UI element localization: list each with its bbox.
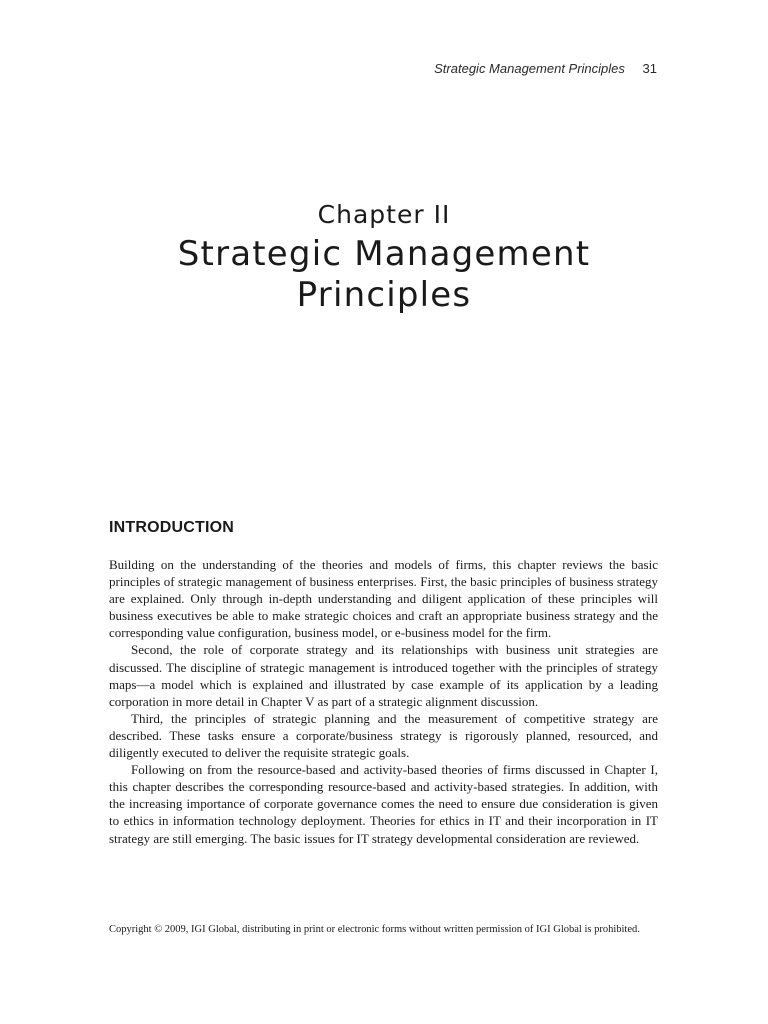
running-head-title: Strategic Management Principles — [434, 61, 625, 76]
paragraph: Building on the understanding of the theories and models of firms, this chapter reviews the basic principles of strategic management of business enterprises. First, the basic principles of business strategy are explained. Only through in-depth understanding and diligent application of these principles will business executives be able to make strategic choices and craft an appropriate business strategy and the corresponding value configuration, business model, or e-business model for the firm. — [109, 557, 658, 641]
running-head — [434, 61, 657, 76]
chapter-label: Chapter II — [317, 200, 451, 229]
chapter-title: Strategic Management Principles — [177, 234, 591, 315]
copyright-notice: Copyright © 2009, IGI Global, distributing in print or electronic forms without written permission of IGI Global is prohibited. — [109, 924, 640, 935]
body-text — [109, 556, 658, 847]
paragraph: Following on from the resource-based and activity-based theories of firms discussed in Chapter I, this chapter describes the corresponding resource-based and activity-based strategies. In addition, with the increasing importance of corporate governance comes the need to ensure due consideration is given to ethics in information technology deployment. Theories for ethics in IT and their incorporation in IT strategy are still emerging. The basic issues for IT strategy developmental consideration are reviewed. — [109, 762, 658, 846]
paragraph: Third, the principles of strategic planning and the measurement of competitive strategy are described. These tasks ensure a corporate/business strategy is rigorously planned, resourced, and diligently executed to deliver the requisite strategic goals. — [109, 710, 658, 761]
section-heading: INTRODUCTION — [109, 519, 235, 536]
chapter-heading — [0, 198, 768, 316]
page-number: 31 — [642, 61, 657, 76]
paragraph: Second, the role of corporate strategy and its relationships with business unit strategies are discussed. The discipline of strategic management is introduced together with the principles of strategy maps—a model which is explained and illustrated by case example of its application by a leading corporation in more detail in Chapter V as part of a strategic alignment discussion. — [109, 642, 658, 709]
